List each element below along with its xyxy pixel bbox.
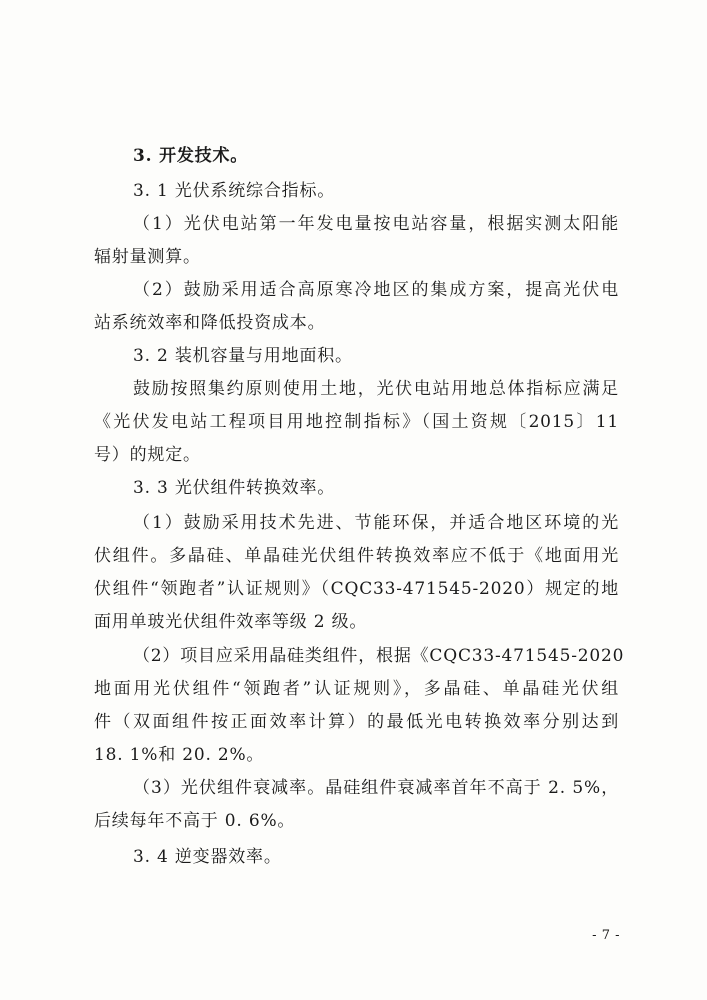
paragraph-line: 号）的规定。	[94, 445, 201, 465]
paragraph-line: （2）项目应采用晶硅类组件，根据《CQC33-471545-2020	[133, 646, 625, 666]
paragraph-line: 地面用光伏组件“领跑者”认证规则》，多晶硅、单晶硅光伏组	[94, 679, 619, 699]
subsection-heading-3-1: 3. 1 光伏系统综合指标。	[133, 181, 336, 201]
paragraph-line: 鼓励按照集约原则使用土地，光伏电站用地总体指标应满足	[133, 379, 619, 399]
subsection-heading-3-2: 3. 2 装机容量与用地面积。	[133, 346, 353, 366]
paragraph-line: （1）光伏电站第一年发电量按电站容量，根据实测太阳能	[133, 214, 619, 234]
paragraph-line: 辐射量测算。	[94, 247, 201, 267]
paragraph-line: （1）鼓励采用技术先进、节能环保，并适合地区环境的光	[133, 513, 619, 533]
paragraph-line: 伏组件。多晶硅、单晶硅光伏组件转换效率应不低于《地面用光	[94, 546, 619, 566]
paragraph-line: （3）光伏组件衰减率。晶硅组件衰减率首年不高于 2. 5%，	[133, 778, 619, 798]
subsection-heading-3-4: 3. 4 逆变器效率。	[133, 847, 282, 867]
paragraph-line: 件（双面组件按正面效率计算）的最低光电转换效率分别达到	[94, 712, 619, 732]
paragraph-line: 后续每年不高于 0. 6%。	[94, 811, 296, 831]
paragraph-line: 伏组件“领跑者”认证规则》（CQC33-471545-2020）规定的地	[94, 579, 619, 599]
paragraph-line: 《光伏发电站工程项目用地控制指标》（国土资规〔2015〕11	[94, 412, 619, 432]
section-heading-3: 3. 开发技术。	[133, 146, 249, 166]
paragraph-line: 面用单玻光伏组件效率等级 2 级。	[94, 612, 368, 632]
subsection-heading-3-3: 3. 3 光伏组件转换效率。	[133, 478, 336, 498]
paragraph-line: （2）鼓励采用适合高原寒冷地区的集成方案，提高光伏电	[133, 280, 619, 300]
paragraph-line: 18. 1%和 20. 2%。	[94, 745, 265, 765]
page-number: - 7 -	[592, 928, 620, 943]
paragraph-line: 站系统效率和降低投资成本。	[94, 313, 326, 333]
